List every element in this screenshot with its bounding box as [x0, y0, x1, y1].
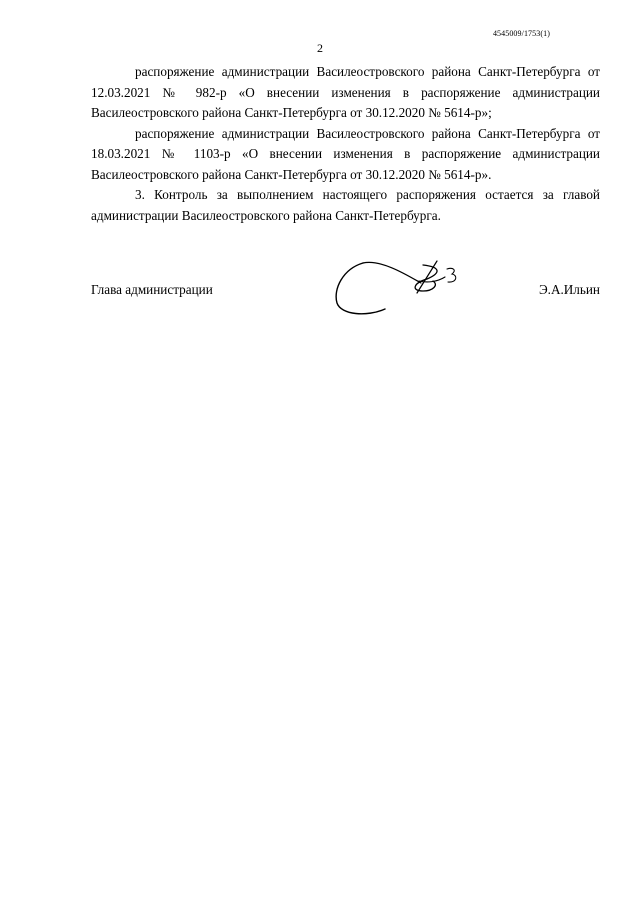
- page-number: 2: [317, 41, 323, 55]
- signer-name: Э.А.Ильин: [538, 282, 600, 297]
- signature-block: [91, 253, 600, 323]
- paragraph-order-982: распоряжение администрации Василеостровского района Санкт-Петербурга от 12.03.2021 № 982-р «О внесении изменения в распоряжение администрации Василеостровского района Санкт-Петербурга от 30.12.2020 № 5614-р»;: [91, 64, 600, 120]
- handwritten-signature: [329, 253, 469, 323]
- document-body: [91, 62, 600, 226]
- paragraph-control-clause: 3. Контроль за выполнением настоящего распоряжения остается за главой администрации Василеостровского района Санкт-Петербурга.: [91, 187, 600, 223]
- paragraph-order-1103: распоряжение администрации Василеостровского района Санкт-Петербурга от 18.03.2021 № 1103-р «О внесении изменения в распоряжение администрации Василеостровского района Санкт-Петербурга от 30.12.2020 № 5614-р».: [91, 125, 600, 182]
- signer-title: Глава администрации: [91, 282, 213, 297]
- document-code: 4545009/1753(1): [492, 29, 550, 38]
